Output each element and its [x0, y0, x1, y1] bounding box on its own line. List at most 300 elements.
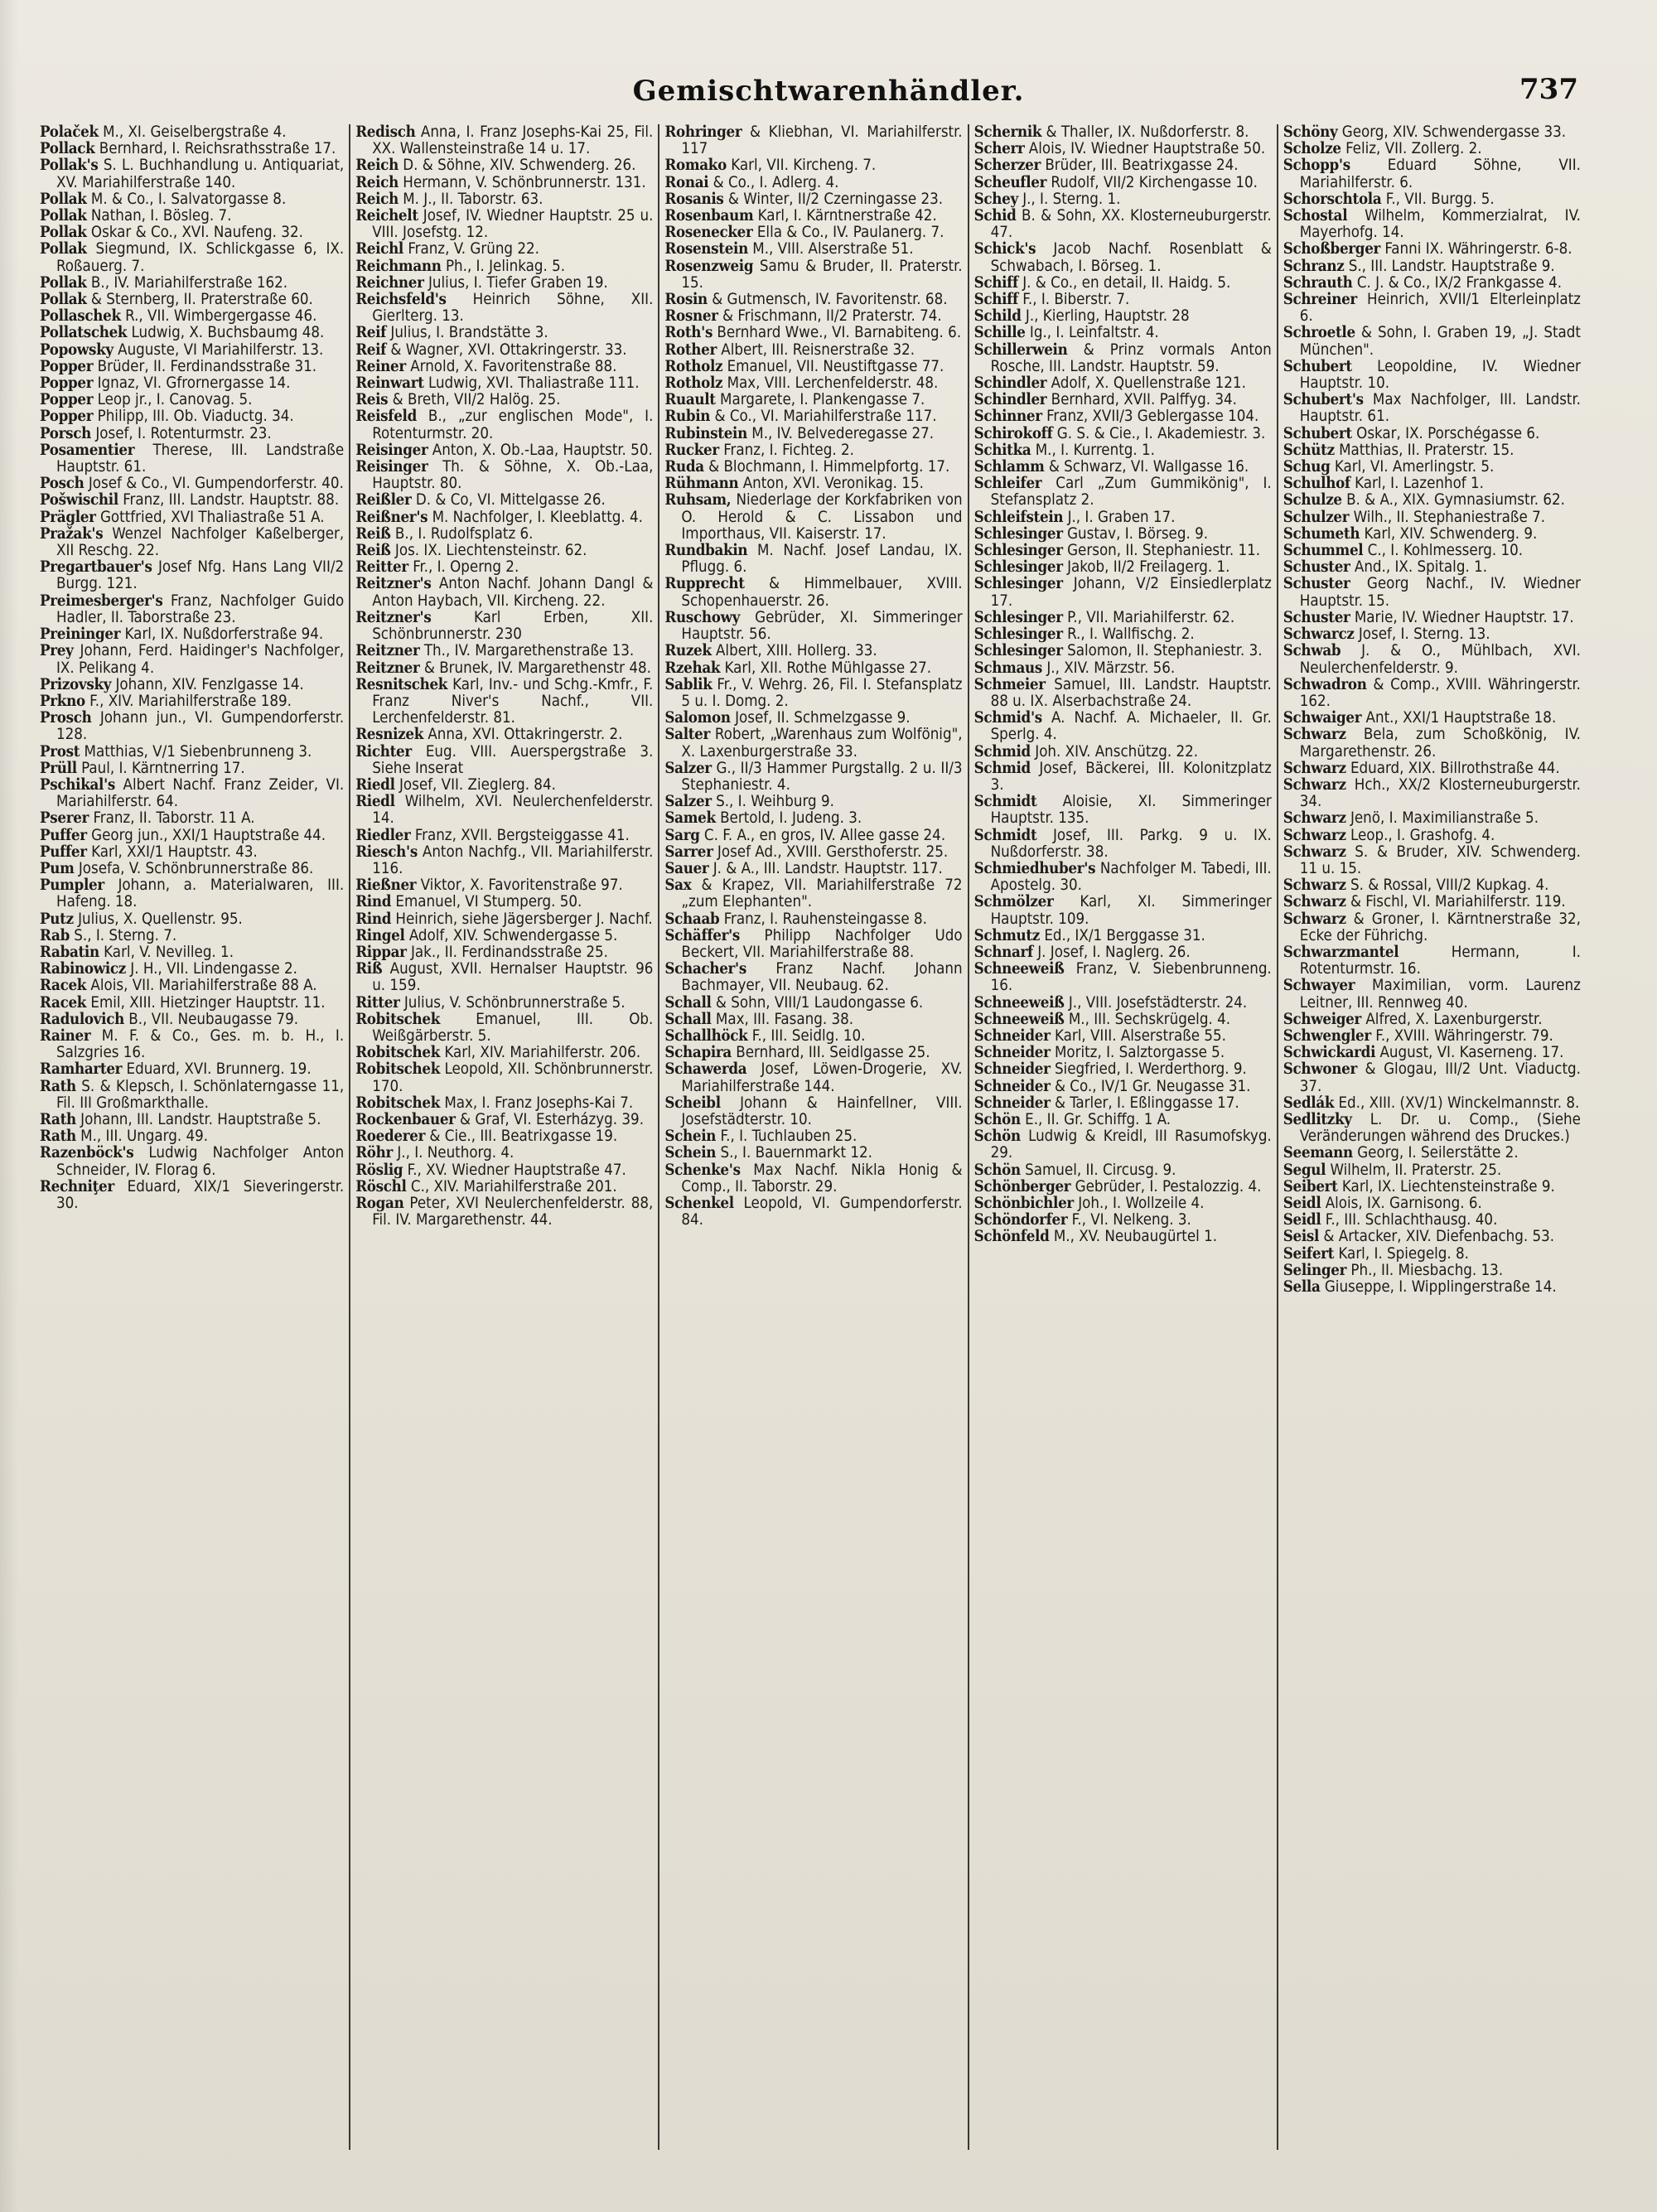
- entry-name: Schwayer: [1283, 977, 1355, 995]
- entry-details: Hermann, I. Rotenturmstr. 16.: [1299, 943, 1581, 978]
- entry-details: & Winter, II/2 Czerningasse 23.: [727, 190, 944, 208]
- entry-name: Schöndorfer: [973, 1211, 1068, 1229]
- entry-name: Prizovsky: [40, 675, 112, 693]
- directory-entry: [355, 660, 653, 677]
- entry-details: Heinrich Söhne, XII. Gierlterg. 13.: [372, 291, 654, 326]
- entry-name: Prkno: [40, 692, 85, 710]
- entry-name: Schönbichler: [973, 1195, 1074, 1212]
- entry-details: Bela, zum Schoßkönig, IV. Margarethenstr. 26.: [1299, 726, 1581, 761]
- entry-name: Schön: [973, 1128, 1021, 1146]
- entry-name: Schwarz: [1283, 843, 1346, 861]
- entry-name: Rabatin: [40, 943, 99, 961]
- directory-entry: [974, 1229, 1272, 1245]
- entry-name: Razenböck's: [40, 1144, 134, 1162]
- entry-name: Rogan: [355, 1195, 404, 1212]
- directory-entry: [974, 392, 1272, 408]
- page-title: Gemischtwarenhändler.: [632, 75, 1025, 108]
- entry-name: Segul: [1283, 1161, 1326, 1179]
- entry-details: Ant., XXI/1 Hauptstraße 18.: [1365, 709, 1557, 727]
- directory-entry: [664, 1128, 962, 1145]
- entry-name: Reisfeld: [355, 408, 417, 426]
- directory-entry: [974, 1028, 1272, 1045]
- entry-details: Josef, I. Sterng. 13.: [1358, 625, 1490, 644]
- directory-entry: [974, 576, 1272, 609]
- directory-entry: [664, 810, 962, 827]
- directory-entry: [974, 1061, 1272, 1078]
- entry-details: Julius, I. Tiefer Graben 19.: [428, 273, 608, 292]
- entry-details: B., IV. Mariahilferstraße 162.: [90, 273, 288, 292]
- entry-name: Riesch's: [355, 843, 418, 861]
- entry-name: Schug: [1283, 458, 1331, 476]
- entry-name: Seibert: [1283, 1177, 1338, 1195]
- entry-name: Schäffer's: [664, 926, 741, 944]
- entry-details: Franz Nachf. Johann Bachmayer, VII. Neubaug. 62.: [681, 960, 963, 995]
- entry-name: Schlesinger: [973, 608, 1063, 626]
- entry-name: Ramharter: [40, 1060, 123, 1079]
- directory-entry: [40, 275, 344, 292]
- directory-entry: [664, 576, 962, 609]
- entry-name: Selinger: [1283, 1261, 1347, 1279]
- entry-details: Franz, XVII. Bergsteiggasse 41.: [414, 826, 630, 844]
- entry-name: Schneider: [973, 1077, 1051, 1095]
- entry-details: Rudolf, VII/2 Kirchengasse 10.: [1051, 173, 1258, 191]
- entry-details: Peter, XVI Neulerchenfelderstr. 88, Fil. IV. Margarethenstr. 44.: [372, 1195, 654, 1229]
- directory-entry: [974, 442, 1272, 459]
- entry-details: Matthias, II. Praterstr. 15.: [1339, 441, 1514, 459]
- entry-name: Pollack: [40, 140, 95, 158]
- entry-name: Schwarz: [1283, 759, 1346, 777]
- directory-entry: [974, 526, 1272, 543]
- entry-name: Schlesinger: [973, 558, 1063, 577]
- entry-name: Schwadron: [1283, 675, 1367, 693]
- directory-entry: [1283, 610, 1581, 626]
- directory-entry: [1283, 828, 1581, 844]
- directory-entry: [974, 894, 1272, 927]
- entry-details: Julius, I. Brandstätte 3.: [390, 324, 548, 342]
- entry-name: Rucker: [664, 441, 719, 459]
- entry-details: Johann, III. Landstr. Hauptstraße 5.: [80, 1110, 321, 1128]
- entry-details: & Comp., XVIII. Währingerstr. 162.: [1299, 675, 1581, 710]
- entry-details: Jacob Nachf. Rosenblatt & Schwabach, I. Börseg. 1.: [990, 240, 1272, 275]
- entry-details: Albert Nachf. Franz Zeider, VI. Mariahilferstr. 64.: [56, 775, 345, 811]
- entry-name: Schneeweiß: [973, 993, 1065, 1012]
- entry-details: Josef Ad., XVIII. Gersthoferstr. 25.: [717, 843, 949, 861]
- entry-name: Schmiedhuber's: [973, 859, 1096, 877]
- entry-name: Sablik: [664, 675, 713, 693]
- entry-details: Ed., IX/1 Berggasse 31.: [1044, 926, 1205, 944]
- entry-details: Max, III. Fasang. 38.: [715, 1010, 854, 1028]
- entry-name: Schid: [973, 207, 1017, 225]
- entry-details: Karl, IX. Nußdorferstraße 94.: [124, 625, 324, 644]
- entry-details: Karl, I. Spiegelg. 8.: [1338, 1244, 1469, 1263]
- directory-entry: [974, 1079, 1272, 1095]
- entry-name: Schulze: [1283, 491, 1342, 510]
- entry-details: Giuseppe, I. Wipplingerstraße 14.: [1324, 1278, 1557, 1297]
- entry-details: Maximilian, vorm. Laurenz Leitner, III. Rennweg 40.: [1299, 977, 1581, 1012]
- entry-name: Schrauth: [1283, 273, 1353, 292]
- entry-name: Schmid: [973, 742, 1031, 761]
- entry-details: Moritz, I. Salztorgasse 5.: [1054, 1044, 1225, 1062]
- entry-details: Johann & Hainfellner, VIII. Josefstädterstr. 10.: [681, 1094, 963, 1128]
- entry-details: M. Nachfolger, I. Kleeblattg. 4.: [432, 508, 643, 526]
- directory-entry: [355, 359, 653, 375]
- entry-details: Karl, I. Lazenhof 1.: [1355, 475, 1484, 493]
- directory-entry: [974, 1012, 1272, 1028]
- entry-name: Sauer: [664, 859, 709, 877]
- directory-entry: [1283, 1246, 1581, 1263]
- entry-name: Reitzner's: [355, 575, 432, 593]
- column-4: [968, 124, 1277, 2150]
- entry-name: Schwarz: [1283, 809, 1346, 828]
- directory-entry: [40, 693, 344, 710]
- entry-name: Schlesinger: [973, 625, 1063, 644]
- entry-details: & Tarler, I. Eßlinggasse 17.: [1054, 1094, 1239, 1112]
- directory-entry: [664, 1061, 962, 1094]
- directory-entry: [355, 911, 653, 928]
- directory-entry: [664, 1028, 962, 1045]
- entry-details: Oskar, IX. Porschégasse 6.: [1356, 424, 1540, 442]
- entry-details: & Glogau, III/2 Unt. Viaductg. 37.: [1299, 1060, 1581, 1095]
- entry-details: Emanuel, VI Stumperg. 50.: [395, 893, 582, 911]
- entry-details: Alois, IV. Wiedner Hauptstraße 50.: [1028, 140, 1266, 158]
- directory-entry: [355, 643, 653, 659]
- entry-name: Schmutz: [973, 926, 1040, 944]
- entry-name: Racek: [40, 993, 87, 1012]
- directory-entry: [40, 442, 344, 476]
- directory-entry: [355, 1112, 653, 1128]
- entry-name: Reif: [355, 340, 387, 359]
- directory-entry: [355, 175, 653, 191]
- directory-entry: [40, 1028, 344, 1061]
- entry-name: Rühmann: [664, 475, 739, 493]
- directory-entry: [355, 1195, 653, 1229]
- entry-name: Reichelt: [355, 207, 418, 225]
- entry-name: Schlamm: [973, 458, 1045, 476]
- directory-entry: [40, 710, 344, 743]
- directory-entry: [355, 258, 653, 275]
- entry-name: Popowsky: [40, 340, 114, 359]
- entry-details: Aloisie, XI. Simmeringer Hauptstr. 135.: [990, 793, 1272, 828]
- entry-name: Reitzner's: [355, 608, 432, 626]
- entry-name: Schwarz: [1283, 826, 1346, 844]
- entry-details: Bernhard, I. Reichsrathsstraße 17.: [99, 140, 336, 158]
- entry-name: Salzer: [664, 759, 712, 777]
- entry-name: Reich: [355, 157, 399, 175]
- directory-entry: [1283, 526, 1581, 543]
- entry-details: Nachfolger M. Tabedi, III. Apostelg. 30.: [990, 859, 1272, 895]
- entry-details: & Graf, VI. Esterházyg. 39.: [460, 1110, 645, 1128]
- entry-details: & Sohn, I. Graben 19, „J. Stadt München".: [1299, 324, 1581, 359]
- entry-details: Franz, Nachfolger Guido Hadler, II. Taborstraße 23.: [56, 592, 345, 626]
- entry-name: Schmid's: [973, 709, 1042, 727]
- entry-details: Adolf, XIV. Schwendergasse 5.: [408, 926, 618, 944]
- directory-entry: [1283, 877, 1581, 894]
- entry-details: Josef, Bäckerei, III. Kolonitzplatz 3.: [990, 759, 1272, 794]
- entry-name: Schneider: [973, 1026, 1051, 1045]
- directory-entry: [664, 844, 962, 861]
- directory-entry: [1283, 761, 1581, 777]
- entry-details: Feliz, VII. Zollerg. 2.: [1345, 140, 1482, 158]
- directory-entry: [40, 157, 344, 191]
- entry-name: Reich: [355, 173, 399, 191]
- entry-name: Pollak: [40, 240, 87, 258]
- directory-entry: [664, 225, 962, 241]
- entry-details: Karl, XXI/1 Hauptstr. 43.: [91, 843, 258, 861]
- entry-name: Schöny: [1283, 124, 1338, 141]
- directory-entry: [1283, 442, 1581, 459]
- directory-entry: [40, 392, 344, 408]
- entry-name: Schneeweiß: [973, 1010, 1065, 1028]
- entry-name: Schneider: [973, 1094, 1051, 1112]
- directory-entry: [1283, 911, 1581, 944]
- entry-details: C. J. & Co., IX/2 Frankgasse 4.: [1356, 273, 1563, 292]
- entry-details: Ludwig, X. Buchsbaumg 48.: [131, 324, 325, 342]
- entry-name: Rath: [40, 1110, 76, 1128]
- entry-details: S. & Rossal, VIII/2 Kupkag. 4.: [1350, 877, 1549, 895]
- entry-name: Schallhöck: [664, 1026, 748, 1045]
- entry-name: Rosner: [664, 307, 718, 326]
- directory-entry: [355, 526, 653, 543]
- entry-name: Pollak: [40, 190, 87, 208]
- entry-details: J. Josef, I. Naglerg. 26.: [1037, 943, 1191, 961]
- entry-name: Schumeth: [1283, 524, 1360, 543]
- entry-details: & Sternberg, II. Praterstraße 60.: [90, 291, 313, 309]
- entry-name: Pserer: [40, 809, 89, 828]
- entry-details: M., III. Ungarg. 49.: [80, 1128, 209, 1146]
- directory-entry: [974, 761, 1272, 794]
- entry-name: Schmidt: [973, 793, 1037, 811]
- directory-entry: [664, 928, 962, 961]
- directory-entry: [1283, 124, 1581, 141]
- entry-name: Schön: [973, 1110, 1021, 1128]
- directory-entry: [40, 828, 344, 844]
- column-3: [658, 124, 967, 2150]
- entry-details: Emanuel, III. Ob. Weißgärberstr. 5.: [372, 1010, 654, 1045]
- entry-details: Joh. XIV. Anschützg. 22.: [1035, 742, 1199, 761]
- entry-name: Schindler: [973, 374, 1047, 393]
- entry-details: Gerson, II. Stephaniestr. 11.: [1067, 542, 1261, 560]
- directory-entry: [974, 677, 1272, 710]
- entry-details: Josef, III. Parkg. 9 u. IX. Nußdorferstr. 38.: [990, 826, 1272, 861]
- entry-name: Scheibl: [664, 1094, 721, 1112]
- entry-details: G., II/3 Hammer Purgstallg. 2 u. II/3 Stephaniestr. 4.: [681, 759, 963, 794]
- directory-entry: [1283, 359, 1581, 392]
- entry-name: Schwarz: [1283, 775, 1346, 794]
- entry-name: Prey: [40, 642, 74, 660]
- entry-details: F., III. Schlachthausg. 40.: [1325, 1211, 1498, 1229]
- entry-name: Schütz: [1283, 441, 1335, 459]
- directory-entry: [355, 961, 653, 994]
- entry-details: Max, VIII. Lerchenfelderstr. 48.: [727, 374, 939, 393]
- entry-name: Schreiner: [1283, 291, 1357, 309]
- entry-details: Siegfried, I. Werderthorg. 9.: [1054, 1060, 1247, 1079]
- directory-entry: [1283, 426, 1581, 442]
- directory-entry: [355, 543, 653, 559]
- directory-entry: [355, 894, 653, 910]
- entry-name: Rockenbauer: [355, 1110, 456, 1128]
- directory-entry: [664, 911, 962, 928]
- entry-details: Josef, II. Schmelzgasse 9.: [735, 709, 911, 727]
- directory-entry: [355, 744, 653, 777]
- entry-details: Max Nachfolger, III. Landstr. Hauptstr. 61.: [1299, 391, 1581, 426]
- entry-details: Ludwig Nachfolger Anton Schneider, IV. Florag 6.: [56, 1144, 345, 1179]
- entry-details: Anna, XVI. Ottakringerstr. 2.: [428, 726, 623, 744]
- directory-entry: [664, 727, 962, 760]
- entry-name: Schuster: [1283, 575, 1350, 593]
- entry-name: Schubert's: [1283, 391, 1364, 409]
- entry-name: Reiner: [355, 357, 406, 375]
- entry-details: M. & Co., I. Salvatorgasse 8.: [90, 190, 287, 208]
- entry-name: Schwarz: [1283, 726, 1346, 744]
- entry-details: Johann, Ferd. Haidinger's Nachfolger, IX. Pelikang 4.: [56, 642, 345, 677]
- entry-details: Fr., I. Operng 2.: [413, 558, 519, 577]
- entry-details: Viktor, X. Favoritenstraße 97.: [420, 877, 623, 895]
- entry-details: F., III. Seidlg. 10.: [751, 1026, 866, 1045]
- directory-entry: [1283, 325, 1581, 358]
- entry-details: Jak., II. Ferdinandsstraße 25.: [411, 943, 608, 961]
- entry-name: Rath: [40, 1128, 76, 1146]
- entry-name: Robitschek: [355, 1094, 441, 1112]
- directory-entry: [664, 426, 962, 442]
- directory-entry: [40, 526, 344, 559]
- directory-entry: [355, 191, 653, 208]
- directory-entry: [355, 1128, 653, 1145]
- entry-details: & Kliebhan, VI. Mariahilferstr. 117: [681, 124, 963, 158]
- entry-details: Georg, I. Seilerstätte 2.: [1357, 1144, 1519, 1162]
- entry-name: Schwarzmantel: [1283, 943, 1399, 961]
- entry-name: Schulhof: [1283, 475, 1350, 493]
- entry-name: Scholze: [1283, 140, 1341, 158]
- entry-name: Schlesinger: [973, 524, 1063, 543]
- entry-name: Schirokoff: [973, 424, 1053, 442]
- directory-entry: [974, 292, 1272, 308]
- entry-name: Schwaiger: [1283, 709, 1362, 727]
- directory-entry: [664, 442, 962, 459]
- entry-name: Ruschowy: [664, 608, 741, 626]
- entry-details: Franz, XVII/3 Geblergasse 104.: [1046, 408, 1259, 426]
- entry-details: Ella & Co., IV. Paulanerg. 7.: [756, 224, 944, 242]
- entry-name: Reitter: [355, 558, 408, 577]
- directory-entry: [355, 510, 653, 526]
- entry-details: And., IX. Spitalg. 1.: [1354, 558, 1488, 577]
- directory-entry: [40, 978, 344, 994]
- directory-entry: [355, 944, 653, 961]
- entry-details: Joh., I. Wollzeile 4.: [1078, 1195, 1205, 1212]
- entry-details: F., I. Biberstr. 7.: [1022, 291, 1130, 309]
- directory-entry: [1283, 1229, 1581, 1245]
- entry-details: Karl, V. Nevilleg. 1.: [104, 943, 234, 961]
- entry-name: Schlesinger: [973, 642, 1063, 660]
- entry-details: J., I. Neuthorg. 4.: [397, 1144, 514, 1162]
- directory-entry: [974, 175, 1272, 191]
- entry-details: J. & A., III. Landstr. Hauptstr. 117.: [713, 859, 943, 877]
- entry-details: & Co., I. Adlerg. 4.: [713, 173, 839, 191]
- entry-details: J., Kierling, Hauptstr. 28: [1025, 307, 1190, 326]
- directory-entry: [1283, 1195, 1581, 1212]
- entry-details: Eduard, XVI. Brunnerg. 19.: [126, 1060, 312, 1079]
- entry-details: Carl „Zum Gummikönig", I. Stefansplatz 2.: [990, 475, 1272, 510]
- directory-entry: [355, 1095, 653, 1112]
- entry-name: Pollak: [40, 207, 87, 225]
- directory-entry: [1283, 844, 1581, 877]
- entry-name: Pollatschek: [40, 324, 128, 342]
- directory-entry: [40, 141, 344, 157]
- entry-details: Hermann, V. Schönbrunnerstr. 131.: [403, 173, 646, 191]
- entry-name: Ringel: [355, 926, 405, 944]
- entry-details: Johann, XIV. Fenzlgasse 14.: [115, 675, 304, 693]
- entry-name: Schneeweiß: [973, 960, 1065, 978]
- entry-name: Samek: [664, 809, 716, 828]
- page-number: 737: [1519, 73, 1578, 106]
- entry-name: Robitschek: [355, 1060, 441, 1079]
- directory-entry: [1283, 710, 1581, 727]
- entry-details: Bernhard, III. Seidlgasse 25.: [736, 1044, 930, 1062]
- entry-details: J., I. Sterng. 1.: [1022, 190, 1121, 208]
- directory-entry: [355, 124, 653, 157]
- entry-name: Pollak: [40, 224, 87, 242]
- entry-details: Hch., XX/2 Klosterneuburgerstr. 34.: [1299, 775, 1581, 811]
- directory-entry: [664, 124, 962, 157]
- entry-details: & Groner, I. Kärntnerstraße 32, Ecke der Führichg.: [1299, 910, 1581, 944]
- entry-name: Schillerwein: [973, 340, 1068, 359]
- directory-entry: [1283, 1095, 1581, 1112]
- entry-name: Schawerda: [664, 1060, 747, 1079]
- entry-details: & Breth, VII/2 Halög. 25.: [392, 391, 561, 409]
- entry-details: & Gutmensch, IV. Favoritenstr. 68.: [712, 291, 948, 309]
- entry-details: Karl Erben, XII. Schönbrunnerstr. 230: [372, 608, 654, 644]
- entry-details: Ludwig, XVI. Thaliastraße 111.: [428, 374, 640, 393]
- entry-details: Anna, I. Franz Josephs-Kai 25, Fil. XX. Wallensteinstraße 14 u. 17.: [372, 124, 654, 158]
- entry-details: Leopoldine, IV. Wiedner Hauptstr. 10.: [1299, 357, 1581, 393]
- entry-details: Karl, I. Kärntnerstraße 42.: [757, 207, 937, 225]
- entry-details: C., XIV. Mariahilferstraße 201.: [410, 1177, 617, 1195]
- entry-details: J. & Co., en detail, II. Haidg. 5.: [1022, 273, 1231, 292]
- directory-entry: [40, 626, 344, 643]
- directory-entry: [1283, 141, 1581, 157]
- entry-details: Eduard, XIX/1 Sieveringerstr. 30.: [56, 1177, 345, 1212]
- directory-entry: [974, 241, 1272, 274]
- entry-name: Schroetle: [1283, 324, 1355, 342]
- entry-name: Scheufler: [973, 173, 1047, 191]
- directory-entry: [1283, 241, 1581, 258]
- entry-details: L. Dr. u. Comp., (Siehe Veränderungen während des Druckes.): [1299, 1110, 1581, 1146]
- entry-name: Robitschek: [355, 1010, 441, 1028]
- entry-details: F., XIV. Mariahilferstraße 189.: [89, 692, 292, 710]
- entry-name: Schiff: [973, 273, 1018, 292]
- entry-name: Seifert: [1283, 1244, 1335, 1263]
- entry-details: Marie, IV. Wiedner Hauptstr. 17.: [1354, 608, 1574, 626]
- entry-name: Schein: [664, 1128, 717, 1146]
- directory-entry: [355, 727, 653, 743]
- directory-entry: [664, 794, 962, 810]
- entry-name: Schmidt: [973, 826, 1037, 844]
- entry-name: Seisl: [1283, 1228, 1320, 1246]
- entry-details: Heinrich, XVII/1 Elterleinplatz 6.: [1299, 291, 1581, 326]
- entry-name: Reis: [355, 391, 389, 409]
- entry-name: Salter: [664, 726, 711, 744]
- entry-name: Rechniţer: [40, 1177, 114, 1195]
- directory-entry: [974, 124, 1272, 141]
- directory-entry: [355, 241, 653, 258]
- entry-name: Rundbakin: [664, 542, 748, 560]
- directory-entry: [40, 510, 344, 526]
- entry-details: Margarete, I. Plankengasse 7.: [720, 391, 925, 409]
- directory-entry: [974, 459, 1272, 476]
- entry-details: Eduard, XIX. Billrothstraße 44.: [1350, 759, 1560, 777]
- entry-name: Schlesinger: [973, 575, 1063, 593]
- entry-details: M. J., II. Taborstr. 63.: [403, 190, 543, 208]
- directory-entry: [1283, 727, 1581, 760]
